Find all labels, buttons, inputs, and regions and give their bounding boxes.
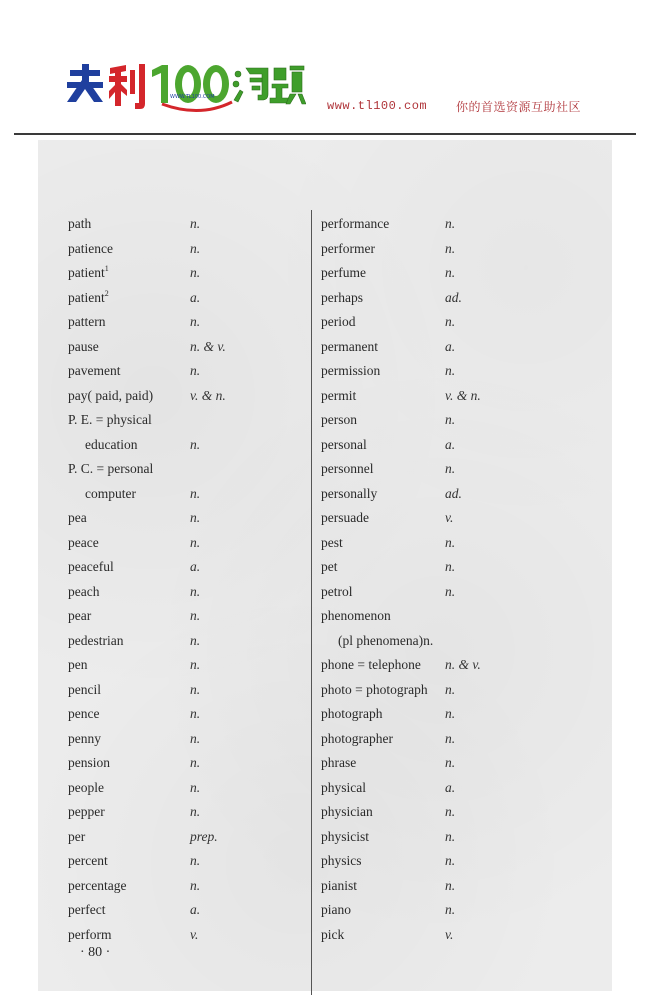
- entry-word: [321, 898, 351, 923]
- vocabulary-entry: [321, 261, 611, 286]
- entry-word: [68, 825, 85, 850]
- entry-word-text: pepper: [68, 804, 105, 819]
- entry-word-text: physician: [321, 804, 373, 819]
- entry-part-of-speech: n.: [190, 730, 201, 746]
- entry-word: [68, 923, 111, 948]
- vocabulary-entry: [321, 335, 611, 360]
- entry-part-of-speech: n.: [190, 779, 201, 795]
- vocabulary-entry: [68, 433, 308, 458]
- entry-part-of-speech: v.: [190, 926, 199, 942]
- page-header: [0, 0, 650, 140]
- entry-word-text: pension: [68, 755, 110, 770]
- tianli100-logo-graphic: [66, 62, 306, 114]
- entry-word-text: persuade: [321, 510, 369, 525]
- entry-word: [68, 408, 152, 433]
- entry-word: [68, 727, 101, 752]
- entry-word-text: patience: [68, 240, 113, 256]
- vocabulary-entry: [321, 702, 611, 727]
- entry-word: [321, 384, 356, 409]
- entry-word: [321, 751, 356, 776]
- entry-word-text: permit: [321, 387, 357, 403]
- vocabulary-entry: [321, 653, 611, 678]
- entry-word: [68, 531, 99, 556]
- entry-part-of-speech: n.: [445, 314, 456, 329]
- vocabulary-entry: [68, 212, 308, 237]
- entry-word: [321, 702, 383, 727]
- logo-small-url: WWW.TL100.COM: [170, 94, 215, 100]
- entry-word: [321, 212, 389, 237]
- entry-part-of-speech: v.: [445, 510, 454, 525]
- vocabulary-entry: [68, 482, 308, 507]
- vocabulary-entry: [321, 286, 611, 311]
- entry-word-text: pick: [321, 926, 345, 942]
- entry-part-of-speech: n.: [190, 485, 201, 501]
- entry-word-text: physical: [321, 779, 366, 795]
- entry-word-text: pest: [321, 534, 343, 550]
- entry-word-text: computer: [85, 485, 136, 501]
- entry-part-of-speech: n.: [190, 755, 201, 770]
- vocabulary-entry: [68, 580, 308, 605]
- entry-word: [321, 849, 362, 874]
- entry-word: [321, 457, 373, 482]
- entry-word: [68, 384, 153, 409]
- entry-word-text: percentage: [68, 877, 127, 893]
- entry-part-of-speech: prep.: [190, 828, 218, 844]
- entry-word-text: peaceful: [68, 559, 114, 574]
- entry-part-of-speech: n. & v.: [190, 338, 226, 354]
- entry-part-of-speech: n.: [445, 902, 456, 917]
- vocabulary-entry: [68, 408, 308, 433]
- vocabulary-column-right: [321, 212, 611, 947]
- entry-word-text: personnel: [321, 461, 374, 476]
- entry-word: [68, 898, 105, 923]
- tianli100-logo[interactable]: [66, 62, 306, 114]
- entry-word-text: P. E. = physical: [68, 412, 152, 427]
- entry-part-of-speech: n.: [190, 314, 201, 329]
- entry-word: [321, 874, 357, 899]
- entry-word-text: phenomenon: [321, 608, 391, 623]
- vocabulary-entry: [321, 555, 611, 580]
- entry-word-text: perform: [68, 926, 112, 942]
- entry-word-text: per: [68, 828, 86, 844]
- entry-word-text: pencil: [68, 681, 101, 697]
- entry-part-of-speech: n.: [190, 706, 201, 721]
- entry-word-text: performance: [321, 216, 390, 231]
- entry-part-of-speech: n.: [445, 706, 456, 721]
- entry-word-text: pavement: [68, 363, 121, 378]
- vocabulary-entry: [68, 653, 308, 678]
- entry-word-text: performer: [321, 240, 375, 256]
- entry-word: [68, 800, 105, 825]
- entry-word-text: penny: [68, 730, 101, 746]
- vocabulary-entry: [321, 359, 611, 384]
- vocabulary-entry: [68, 825, 308, 850]
- vocabulary-entry: [68, 702, 308, 727]
- vocabulary-entry: [321, 433, 611, 458]
- entry-word: [321, 800, 373, 825]
- entry-word: [68, 335, 99, 360]
- entry-part-of-speech: n.: [190, 608, 201, 623]
- entry-word: [68, 653, 88, 678]
- entry-word-text: pear: [68, 608, 92, 623]
- entry-part-of-speech: n.: [445, 534, 456, 550]
- entry-part-of-speech: n.: [445, 461, 456, 476]
- vocabulary-entry: [68, 457, 308, 482]
- entry-word-text: photo = photograph: [321, 681, 428, 697]
- vocabulary-entry: [321, 727, 611, 752]
- entry-word-text: peace: [68, 534, 99, 550]
- scanned-vocabulary-page: [38, 140, 612, 991]
- vocabulary-entry: [68, 678, 308, 703]
- vocabulary-entry: [321, 898, 611, 923]
- entry-word: [68, 286, 109, 311]
- entry-part-of-speech: v. & n.: [445, 387, 481, 403]
- entry-word: [321, 286, 363, 311]
- vocabulary-entry: [68, 923, 308, 948]
- entry-part-of-speech: n.: [190, 853, 201, 868]
- vocabulary-entry: [321, 678, 611, 703]
- entry-word-text: pause: [68, 338, 99, 354]
- entry-word: [321, 408, 357, 433]
- entry-word: [85, 482, 136, 507]
- page-number: · 80 ·: [80, 945, 111, 960]
- entry-word-text: patient: [68, 265, 105, 280]
- vocabulary-entry: [68, 849, 308, 874]
- entry-word: [321, 433, 367, 458]
- entry-word: [321, 335, 378, 360]
- entry-word-text: pen: [68, 657, 88, 672]
- vocabulary-entry: [321, 506, 611, 531]
- vocabulary-entry: [321, 384, 611, 409]
- entry-word: [321, 678, 428, 703]
- vocabulary-entry: [321, 604, 611, 629]
- entry-word-text: path: [68, 216, 92, 231]
- entry-word: [68, 678, 101, 703]
- site-slogan: 你的首选资源互助社区: [456, 100, 582, 114]
- entry-part-of-speech: ad.: [445, 485, 462, 501]
- vocabulary-entry: [321, 923, 611, 948]
- entry-part-of-speech: n.: [190, 265, 201, 280]
- entry-part-of-speech: n.: [190, 583, 201, 599]
- vocabulary-entry: [68, 727, 308, 752]
- entry-word: [321, 555, 338, 580]
- entry-part-of-speech: a.: [190, 289, 201, 305]
- vocabulary-entry: [68, 506, 308, 531]
- vocabulary-entry: [321, 408, 611, 433]
- entry-word: [68, 555, 114, 580]
- entry-word: [68, 237, 113, 262]
- entry-word-text: piano: [321, 902, 351, 917]
- entry-word: [321, 776, 366, 801]
- entry-word: [68, 776, 104, 801]
- entry-homograph-number: 2: [104, 288, 109, 298]
- entry-word: [321, 237, 375, 262]
- entry-word: [321, 482, 377, 507]
- entry-word: [321, 506, 369, 531]
- entry-word-text: pence: [68, 706, 100, 721]
- entry-word-text: permanent: [321, 338, 378, 354]
- entry-word: [321, 825, 369, 850]
- entry-word: [68, 359, 120, 384]
- entry-part-of-speech: n.: [445, 755, 456, 770]
- vocabulary-entry: [68, 800, 308, 825]
- entry-word-text: phrase: [321, 755, 357, 770]
- entry-part-of-speech: n.: [445, 216, 456, 231]
- entry-word: [68, 457, 153, 482]
- vocabulary-entry: [321, 751, 611, 776]
- vocabulary-entry: [68, 261, 308, 286]
- entry-word-text: pianist: [321, 877, 357, 893]
- vocabulary-entry: [68, 310, 308, 335]
- entry-word: [321, 359, 380, 384]
- entry-word-text: perfect: [68, 902, 106, 917]
- vocabulary-entry: [68, 555, 308, 580]
- entry-word: [321, 310, 356, 335]
- entry-word: [68, 580, 99, 605]
- entry-word: [68, 212, 91, 237]
- entry-homograph-number: 1: [104, 264, 109, 273]
- entry-part-of-speech: n.: [190, 363, 201, 378]
- entry-word: [68, 506, 87, 531]
- vocabulary-entry: [321, 482, 611, 507]
- entry-part-of-speech: a.: [445, 436, 456, 452]
- vocabulary-entry: [321, 237, 611, 262]
- entry-part-of-speech: n.: [445, 583, 456, 599]
- entry-word-text: pea: [68, 510, 87, 525]
- vocabulary-entry: [68, 751, 308, 776]
- entry-part-of-speech: v. & n.: [190, 387, 226, 403]
- entry-word-text: pedestrian: [68, 632, 124, 648]
- vocabulary-entry: [68, 359, 308, 384]
- entry-word-text: physics: [321, 853, 362, 868]
- entry-word-text: people: [68, 779, 104, 795]
- entry-word-text: pattern: [68, 314, 106, 329]
- vocabulary-entry: [321, 580, 611, 605]
- entry-word: [68, 751, 110, 776]
- vocabulary-entry: [321, 849, 611, 874]
- entry-word: [321, 580, 353, 605]
- entry-part-of-speech: n.: [190, 216, 201, 231]
- entry-part-of-speech: n.: [445, 265, 456, 280]
- entry-word: [321, 604, 391, 629]
- vocabulary-entry: [321, 310, 611, 335]
- vocabulary-entry: [321, 629, 611, 654]
- vocabulary-entry: [68, 898, 308, 923]
- vocabulary-entry: [68, 335, 308, 360]
- vocabulary-entry: [68, 531, 308, 556]
- entry-word-text: photographer: [321, 730, 393, 746]
- vocabulary-entry: [321, 457, 611, 482]
- vocabulary-entry: [321, 800, 611, 825]
- vocabulary-entry: [68, 237, 308, 262]
- vocabulary-entry: [68, 604, 308, 629]
- entry-part-of-speech: n.: [190, 240, 201, 256]
- entry-word-text: (pl phenomena)n.: [338, 632, 434, 648]
- header-divider: [14, 133, 636, 135]
- entry-part-of-speech: n.: [445, 412, 456, 427]
- entry-part-of-speech: n.: [445, 681, 456, 697]
- entry-word-text: patient: [68, 289, 105, 305]
- entry-word-text: photograph: [321, 706, 383, 721]
- entry-part-of-speech: n.: [190, 657, 201, 672]
- entry-part-of-speech: n.: [190, 510, 201, 525]
- entry-word: [68, 261, 109, 286]
- entry-word-text: perhaps: [321, 289, 363, 305]
- entry-word-text: physicist: [321, 828, 370, 844]
- entry-word-text: P. C. = personal: [68, 461, 154, 476]
- entry-word-text: perfume: [321, 265, 366, 280]
- entry-part-of-speech: n.: [445, 877, 456, 893]
- entry-word-text: pet: [321, 559, 338, 574]
- entry-part-of-speech: v.: [445, 926, 454, 942]
- vocabulary-entry: [68, 286, 308, 311]
- vocabulary-entry: [68, 874, 308, 899]
- entry-word-text: peach: [68, 583, 100, 599]
- entry-part-of-speech: n.: [190, 877, 201, 893]
- entry-word: [68, 604, 91, 629]
- entry-word: [321, 923, 344, 948]
- entry-word: [321, 727, 393, 752]
- entry-word: [68, 874, 126, 899]
- entry-word-text: period: [321, 314, 356, 329]
- entry-part-of-speech: n.: [445, 853, 456, 868]
- entry-part-of-speech: n.: [445, 240, 456, 256]
- entry-part-of-speech: n. & v.: [445, 657, 481, 672]
- entry-word-text: phone = telephone: [321, 657, 421, 672]
- entry-part-of-speech: n.: [190, 804, 201, 819]
- entry-word-text: pay( paid, paid): [68, 387, 154, 403]
- vocabulary-entry: [68, 629, 308, 654]
- vocabulary-entry: [321, 874, 611, 899]
- entry-part-of-speech: n.: [190, 632, 201, 648]
- entry-word: [321, 261, 366, 286]
- entry-word: [68, 310, 105, 335]
- entry-word-text: education: [85, 436, 138, 452]
- entry-part-of-speech: a.: [190, 559, 201, 574]
- vocabulary-entry: [321, 776, 611, 801]
- entry-word: [85, 433, 137, 458]
- entry-part-of-speech: a.: [445, 338, 456, 354]
- entry-word-text: percent: [68, 853, 108, 868]
- entry-word-text: personally: [321, 485, 378, 501]
- entry-word: [321, 531, 343, 556]
- entry-word: [68, 702, 99, 727]
- entry-word-text: person: [321, 412, 357, 427]
- entry-part-of-speech: a.: [190, 902, 201, 917]
- entry-part-of-speech: n.: [190, 436, 201, 452]
- entry-word-text: personal: [321, 436, 367, 452]
- entry-word: [338, 629, 433, 654]
- entry-word-text: permission: [321, 363, 381, 378]
- entry-part-of-speech: a.: [445, 779, 456, 795]
- column-divider: [311, 210, 312, 995]
- entry-word-text: petrol: [321, 583, 353, 599]
- entry-part-of-speech: n.: [190, 534, 201, 550]
- vocabulary-entry: [321, 212, 611, 237]
- entry-part-of-speech: n.: [445, 559, 456, 574]
- entry-part-of-speech: n.: [445, 804, 456, 819]
- entry-word: [321, 653, 421, 678]
- entry-part-of-speech: n.: [445, 363, 456, 378]
- vocabulary-column-left: [68, 212, 308, 947]
- entry-word: [68, 849, 108, 874]
- entry-part-of-speech: n.: [445, 828, 456, 844]
- site-url[interactable]: www.tl100.com: [327, 99, 428, 113]
- entry-part-of-speech: ad.: [445, 289, 462, 305]
- vocabulary-entry: [68, 384, 308, 409]
- vocabulary-entry: [321, 825, 611, 850]
- entry-part-of-speech: n.: [190, 681, 201, 697]
- vocabulary-entry: [321, 531, 611, 556]
- entry-part-of-speech: n.: [445, 730, 456, 746]
- entry-word: [68, 629, 123, 654]
- vocabulary-entry: [68, 776, 308, 801]
